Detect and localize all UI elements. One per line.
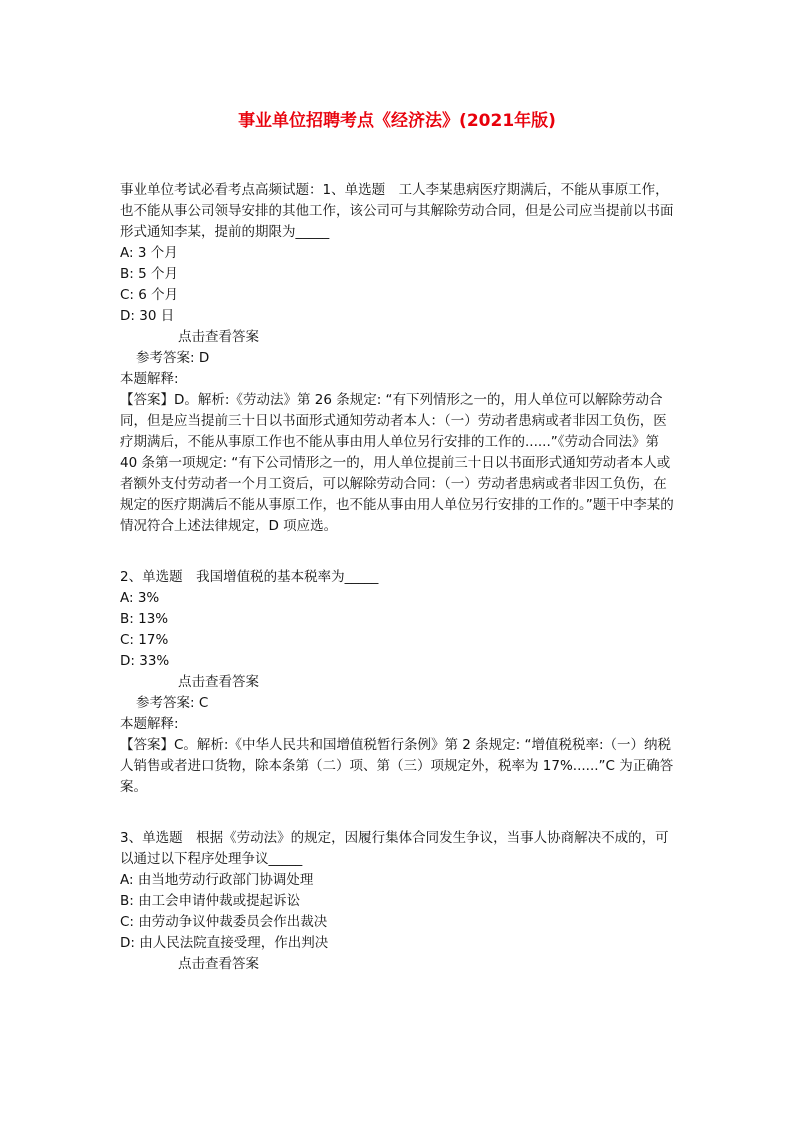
question-1	[120, 180, 676, 537]
option-d: D: 30 日	[120, 308, 175, 324]
question-stem: 事业单位考试必看考点高频试题：1、单选题 工人李某患病医疗期满后，不能从事原工作，也不能从事公司领导安排的其他工作，该公司可与其解除劳动合同，但是公司应当提前以书面形式通知李某，提前的期限为_____	[120, 182, 674, 240]
explanation-text: 【答案】C。解析:《中华人民共和国增值税暂行条例》第 2 条规定: “增值税税率:（一）纳税人销售或者进口货物，除本条第（二）项、第（三）项规定外，税率为 17%......”C 为正确答案。	[120, 737, 674, 795]
option-a: A: 3%	[120, 590, 160, 606]
question-2	[120, 567, 676, 798]
question-stem: 3、单选题 根据《劳动法》的规定，因履行集体合同发生争议，当事人协商解决不成的，可以通过以下程序处理争议_____	[120, 830, 669, 867]
option-a: A: 3 个月	[120, 245, 178, 261]
option-b: B: 13%	[120, 611, 169, 627]
view-answer-link[interactable]: 点击查看答案	[178, 329, 259, 345]
explanation-text: 【答案】D。解析:《劳动法》第 26 条规定: “有下列情形之一的，用人单位可以解除劳动合同，但是应当提前三十日以书面形式通知劳动者本人：（一）劳动者患病或者非因工负伤，医疗期满后，不能从事原工作也不能从事由用人单位另行安排的工作的......”《劳动合同法》第 40 条第一项规定: “有下公司情形之一的，用人单位提前三十日以书面形式通知劳动者本人或者额外支付劳动者一个月工资后，可以解除劳动合同：（一）劳动者患病或者非因工负伤，在规定的医疗期满后不能从事原工作，也不能从事由用人单位另行安排的工作的。”题干中李某的情况符合上述法律规定，D 项应选。	[120, 392, 674, 534]
option-c: C: 由劳动争议仲裁委员会作出裁决	[120, 914, 328, 930]
option-d: D: 由人民法院直接受理，作出判决	[120, 935, 329, 951]
option-a: A: 由当地劳动行政部门协调处理	[120, 872, 314, 888]
option-c: C: 17%	[120, 632, 169, 648]
view-answer-link[interactable]: 点击查看答案	[178, 674, 259, 690]
explanation-label: 本题解释:	[120, 371, 179, 387]
option-c: C: 6 个月	[120, 287, 179, 303]
option-b: B: 5 个月	[120, 266, 178, 282]
option-d: D: 33%	[120, 653, 170, 669]
question-3	[120, 828, 676, 975]
document-title: 事业单位招聘考点《经济法》(2021年版)	[238, 111, 556, 131]
reference-answer: 参考答案: C	[136, 695, 209, 711]
question-stem: 2、单选题 我国增值税的基本税率为_____	[120, 569, 379, 585]
explanation-label: 本题解释:	[120, 716, 179, 732]
document-body	[120, 180, 676, 975]
reference-answer: 参考答案: D	[136, 350, 210, 366]
view-answer-link[interactable]: 点击查看答案	[178, 956, 259, 972]
option-b: B: 由工会申请仲裁或提起诉讼	[120, 893, 301, 909]
